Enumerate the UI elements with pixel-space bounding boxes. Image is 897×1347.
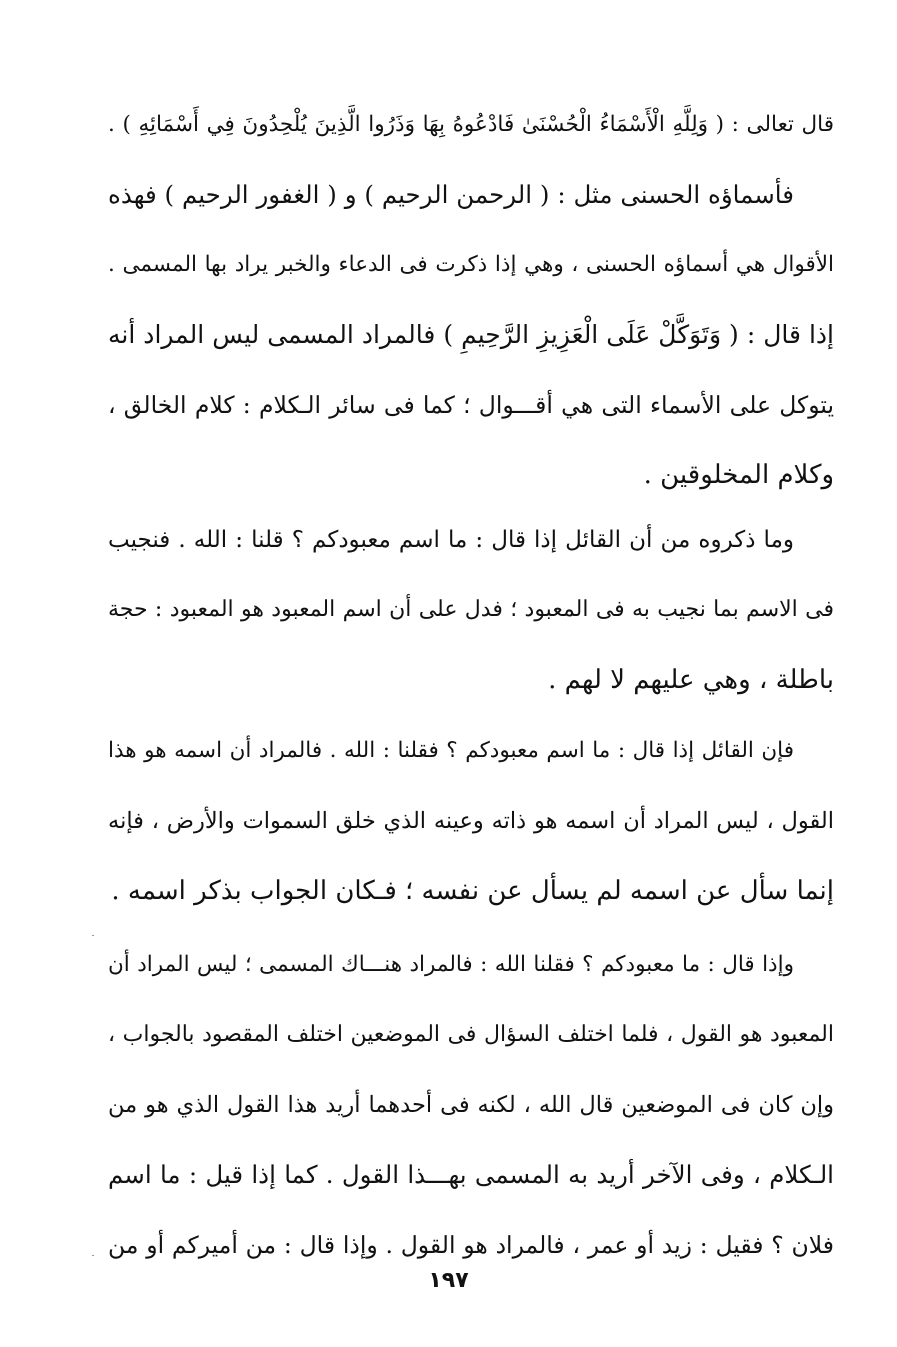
text-line: فإن القائل إذا قال : ما اسم معبودكم ؟ فقلنا : الله . فالمراد أن اسمه هو هذا — [108, 738, 794, 763]
paragraph-3 — [108, 716, 834, 926]
text-line: المعبود هو القول ، فلما اختلف السؤال فى الموضعين اختلف المقصود بالجواب ، — [108, 1022, 834, 1047]
text-line: باطلة ، وهي عليهم لا لهم . — [548, 665, 834, 695]
margin-speck — [92, 935, 94, 936]
text-line: الأقوال هي أسماؤه الحسنى ، وهي إذا ذكرت فى الدعاء والخبر يراد بها المسمى . — [108, 252, 834, 277]
text-line: إنما سأل عن اسمه لم يسأل عن نفسه ؛ فـكان الجواب بذكر اسمه . — [111, 876, 834, 906]
text-line: وإذا قال : ما معبودكم ؟ فقلنا الله : فالمراد هنـــاك المسمى ؛ ليس المراد أن — [108, 952, 794, 977]
paragraph-1 — [108, 90, 834, 510]
text-line: يتوكل على الأسماء التى هي أقـــوال ؛ كما فى سائر الـكلام : كلام الخالق ، — [108, 391, 834, 419]
paragraph-4 — [108, 930, 834, 1280]
text-line: إذا قال : ( وَتَوَكَّلْ عَلَى الْعَزِيزِ الرَّحِيمِ ) فالمراد المسمى ليس المراد أنه — [108, 320, 834, 349]
text-line: وإن كان فى الموضعين قال الله ، لكنه فى أحدهما أريد هذا القول الذي هو من — [108, 1092, 834, 1118]
paragraph-2 — [108, 505, 834, 715]
text-line: وما ذكروه من أن القائل إذا قال : ما اسم معبودكم ؟ قلنا : الله . فنجيب — [108, 527, 794, 553]
text-line: فى الاسم بما نجيب به فى المعبود ؛ فدل على أن اسم المعبود هو المعبود : حجة — [108, 597, 834, 622]
text-line: فأسماؤه الحسنى مثل : ( الرحمن الرحيم ) و ( الغفور الرحيم ) فهذه — [108, 180, 794, 209]
text-line: وكلام المخلوقين . — [643, 460, 834, 490]
text-line: فلان ؟ فقيل : زيد أو عمر ، فالمراد هو القول . وإذا قال : من أميركم أو من — [108, 1231, 834, 1259]
text-line: قال تعالى : ( وَلِلَّهِ الْأَسْمَاءُ الْحُسْنَىٰ فَادْعُوهُ بِهَا وَذَرُوا الَّذِينَ يُلْحِدُونَ فِي أَسْمَائِهِ ) . — [108, 112, 834, 137]
text-line: القول ، ليس المراد أن اسمه هو ذاته وعينه الذي خلق السموات والأرض ، فإنه — [108, 808, 834, 834]
margin-speck — [92, 1255, 94, 1256]
page-number: ١٩٧ — [428, 1268, 469, 1293]
text-line: الـكلام ، وفى الآخر أريد به المسمى بهـــذا القول . كما إذا قيل : ما اسم — [108, 1160, 834, 1189]
